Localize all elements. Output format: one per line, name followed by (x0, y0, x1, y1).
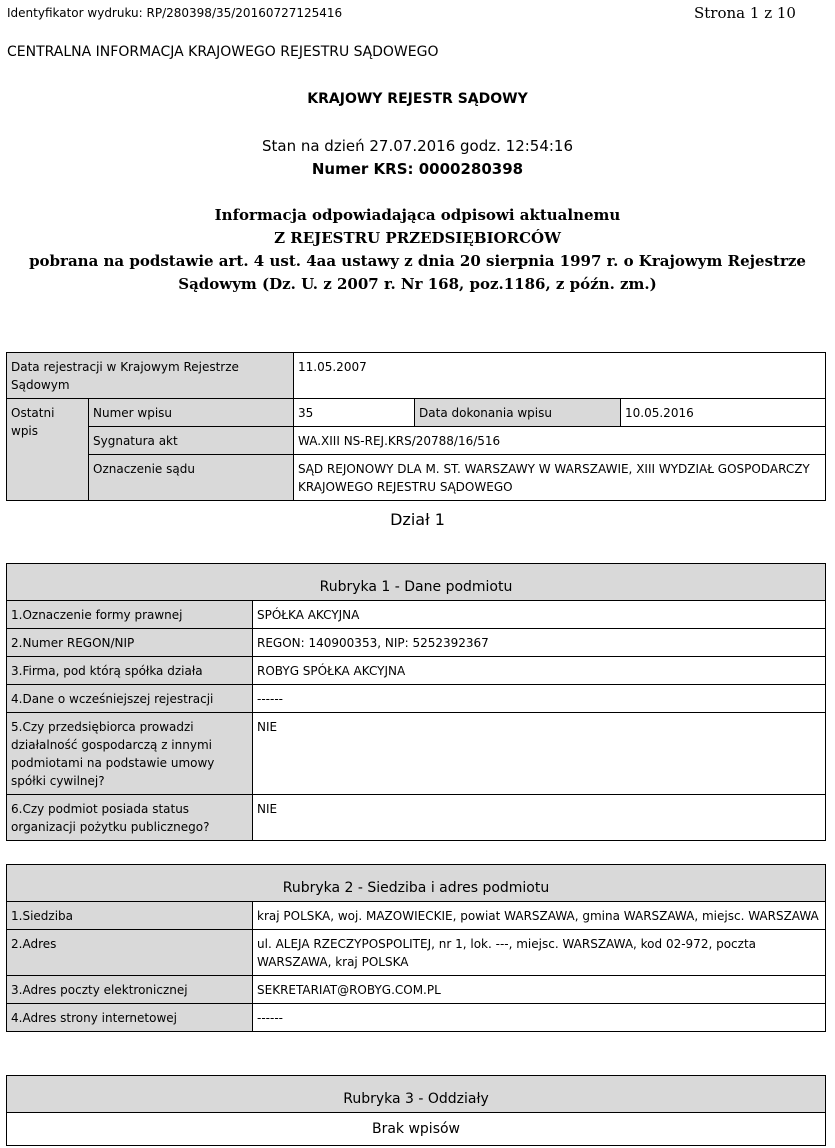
rubryka-2-table (6, 864, 826, 1032)
rubryka-3-table (6, 1075, 826, 1146)
entry-number-label: Numer wpisu (89, 399, 294, 427)
info-line: Sądowym (Dz. U. z 2007 r. Nr 168, poz.1186, z późn. zm.) (178, 275, 657, 293)
info-line: pobrana na podstawie art. 4 ust. 4aa ustawy z dnia 20 sierpnia 1997 r. o Krajowym Rejestrze (29, 252, 806, 270)
field-label: 1.Siedziba (7, 902, 253, 930)
field-value: REGON: 140900353, NIP: 5252392367 (253, 629, 826, 657)
field-value: SEKRETARIAT@ROBYG.COM.PL (253, 976, 826, 1004)
field-label: 4.Dane o wcześniejszej rejestracji (7, 685, 253, 713)
signature-value: WA.XIII NS-REJ.KRS/20788/16/516 (294, 427, 826, 455)
rubryka-1-title: Rubryka 1 - Dane podmiotu (7, 564, 826, 601)
page-number: Strona 1 z 10 (694, 4, 796, 22)
section-heading: Dział 1 (390, 510, 445, 529)
field-value: ------ (253, 1004, 826, 1032)
field-value: kraj POLSKA, woj. MAZOWIECKIE, powiat WARSZAWA, gmina WARSZAWA, miejsc. WARSZAWA (253, 902, 826, 930)
reg-date-value: 11.05.2007 (294, 353, 826, 399)
print-identifier: Identyfikator wydruku: RP/280398/35/20160727125416 (7, 6, 343, 20)
entry-date-value: 10.05.2016 (621, 399, 826, 427)
field-value: NIE (253, 713, 826, 795)
field-label: 5.Czy przedsiębiorca prowadzi działalność gospodarczą z innymi podmiotami na podstawie umowy spółki cywilnej? (7, 713, 253, 795)
field-label: 1.Oznaczenie formy prawnej (7, 601, 253, 629)
field-label: 3.Adres poczty elektronicznej (7, 976, 253, 1004)
field-value: ROBYG SPÓŁKA AKCYJNA (253, 657, 826, 685)
info-line: Z REJESTRU PRZEDSIĘBIORCÓW (274, 229, 561, 247)
krs-number: Numer KRS: 0000280398 (311, 160, 524, 178)
info-block (0, 204, 835, 296)
empty-entries: Brak wpisów (7, 1113, 826, 1146)
field-value: NIE (253, 795, 826, 841)
court-value: SĄD REJONOWY DLA M. ST. WARSZAWY W WARSZAWIE, XIII WYDZIAŁ GOSPODARCZY KRAJOWEGO REJESTRU SĄDOWEGO (294, 455, 826, 501)
field-value: ------ (253, 685, 826, 713)
field-label: 3.Firma, pod którą spółka działa (7, 657, 253, 685)
info-line: Informacja odpowiadająca odpisowi aktualnemu (214, 206, 621, 224)
field-label: 4.Adres strony internetowej (7, 1004, 253, 1032)
field-label: 2.Numer REGON/NIP (7, 629, 253, 657)
status-date: Stan na dzień 27.07.2016 godz. 12:54:16 (261, 137, 574, 155)
signature-label: Sygnatura akt (89, 427, 294, 455)
registry-title: KRAJOWY REJESTR SĄDOWY (307, 91, 528, 107)
entry-date-label: Data dokonania wpisu (415, 399, 621, 427)
field-label: 2.Adres (7, 930, 253, 976)
field-label: 6.Czy podmiot posiada status organizacji pożytku publicznego? (7, 795, 253, 841)
last-entry-label: Ostatni wpis (7, 399, 89, 501)
entry-number-value: 35 (294, 399, 415, 427)
reg-date-label: Data rejestracji w Krajowym Rejestrze Sądowym (7, 353, 294, 399)
rubryka-2-title: Rubryka 2 - Siedziba i adres podmiotu (7, 865, 826, 902)
field-value: ul. ALEJA RZECZYPOSPOLITEJ, nr 1, lok. ---, miejsc. WARSZAWA, kod 02-972, poczta WARSZAWA, kraj POLSKA (253, 930, 826, 976)
registration-table (6, 352, 826, 501)
rubryka-1-table (6, 563, 826, 841)
rubryka-3-title: Rubryka 3 - Oddziały (7, 1076, 826, 1113)
court-label: Oznaczenie sądu (89, 455, 294, 501)
field-value: SPÓŁKA AKCYJNA (253, 601, 826, 629)
org-title: CENTRALNA INFORMACJA KRAJOWEGO REJESTRU SĄDOWEGO (7, 44, 439, 60)
